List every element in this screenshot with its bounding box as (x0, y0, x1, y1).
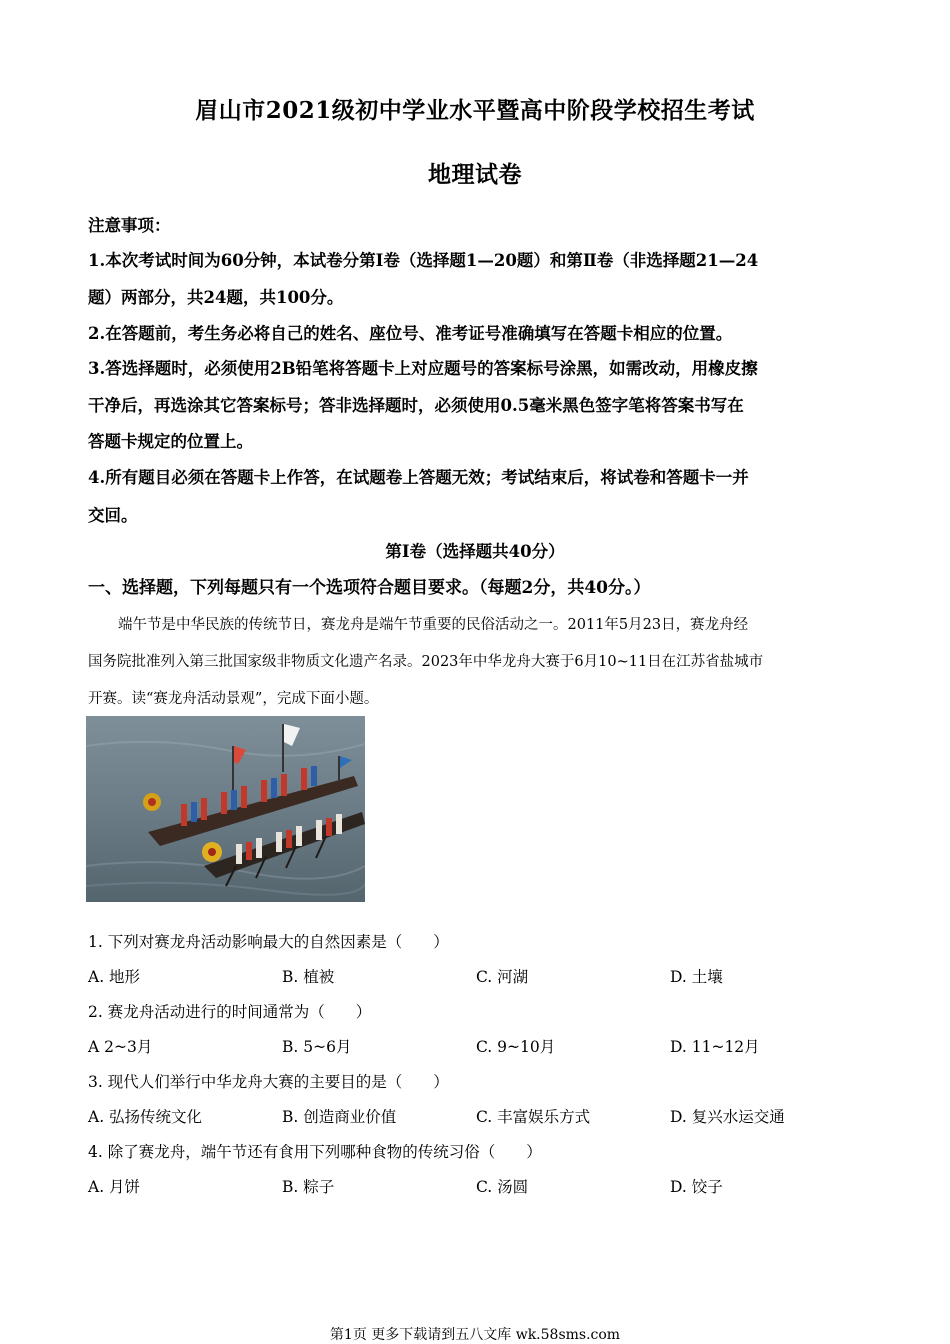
option-b: B. 植被 (282, 968, 335, 986)
option-d: D. 11~12月 (670, 1038, 760, 1056)
option-c: C. 9~10月 (476, 1038, 556, 1056)
option-c: C. 丰富娱乐方式 (476, 1108, 591, 1126)
notice-line: 4.所有题目必须在答题卡上作答，在试题卷上答题无效；考试结束后，将试卷和答题卡一并 (88, 468, 749, 487)
exam-title: 眉山市2021级初中学业水平暨高中阶段学校招生考试 (195, 97, 755, 124)
option-d: D. 饺子 (670, 1178, 723, 1196)
notice-line: 2.在答题前，考生务必将自己的姓名、座位号、准考证号准确填写在答题卡相应的位置。 (88, 324, 733, 343)
part-title: 一、选择题，下列每题只有一个选项符合题目要求。（每题2分，共40分。） (88, 578, 651, 598)
question-stem: 3. 现代人们举行中华龙舟大赛的主要目的是（ ） (88, 1073, 449, 1091)
question-stem: 2. 赛龙舟活动进行的时间通常为（ ） (88, 1003, 372, 1021)
option-b: B. 5~6月 (282, 1038, 352, 1056)
option-a: A. 月饼 (88, 1178, 141, 1196)
passage-line: 国务院批准列入第三批国家级非物质文化遗产名录。2023年中华龙舟大赛于6月10~11日在江苏省盐城市 (88, 654, 764, 670)
option-a: A. 地形 (88, 968, 141, 986)
notice-line: 题）两部分，共24题，共100分。 (88, 288, 344, 307)
option-b: B. 粽子 (282, 1178, 335, 1196)
passage-line: 开赛。读“赛龙舟活动景观”，完成下面小题。 (88, 691, 379, 707)
dragon-boat-photo (86, 716, 365, 902)
passage-line: 端午节是中华民族的传统节日，赛龙舟是端午节重要的民俗活动之一。2011年5月23日，赛龙舟经 (118, 617, 749, 633)
option-d: D. 土壤 (670, 968, 723, 986)
option-c: C. 汤圆 (476, 1178, 529, 1196)
notice-heading: 注意事项： (88, 216, 171, 235)
option-a: A 2~3月 (88, 1038, 153, 1056)
option-c: C. 河湖 (476, 968, 529, 986)
option-a: A. 弘扬传统文化 (88, 1108, 203, 1126)
option-b: B. 创造商业价值 (282, 1108, 397, 1126)
question-stem: 1. 下列对赛龙舟活动影响最大的自然因素是（ ） (88, 933, 449, 951)
exam-subtitle: 地理试卷 (428, 161, 522, 188)
page-footer: 第1页 更多下载请到五八文库 wk.58sms.com (329, 1327, 621, 1343)
question-stem: 4. 除了赛龙舟，端午节还有食用下列哪种食物的传统习俗（ ） (88, 1143, 542, 1161)
notice-line: 干净后，再选涂其它答案标号；答非选择题时，必须使用0.5毫米黑色签字笔将答案书写在 (88, 396, 744, 415)
option-d: D. 复兴水运交通 (670, 1108, 785, 1126)
notice-line: 答题卡规定的位置上。 (88, 432, 253, 451)
notice-line: 交回。 (88, 506, 138, 525)
notice-line: 3.答选择题时，必须使用2B铅笔将答题卡上对应题号的答案标号涂黑，如需改动，用橡皮擦 (88, 359, 758, 378)
notice-line: 1.本次考试时间为60分钟，本试卷分第Ⅰ卷（选择题1—20题）和第Ⅱ卷（非选择题21—24 (88, 251, 759, 270)
section-title: 第Ⅰ卷（选择题共40分） (385, 542, 565, 561)
